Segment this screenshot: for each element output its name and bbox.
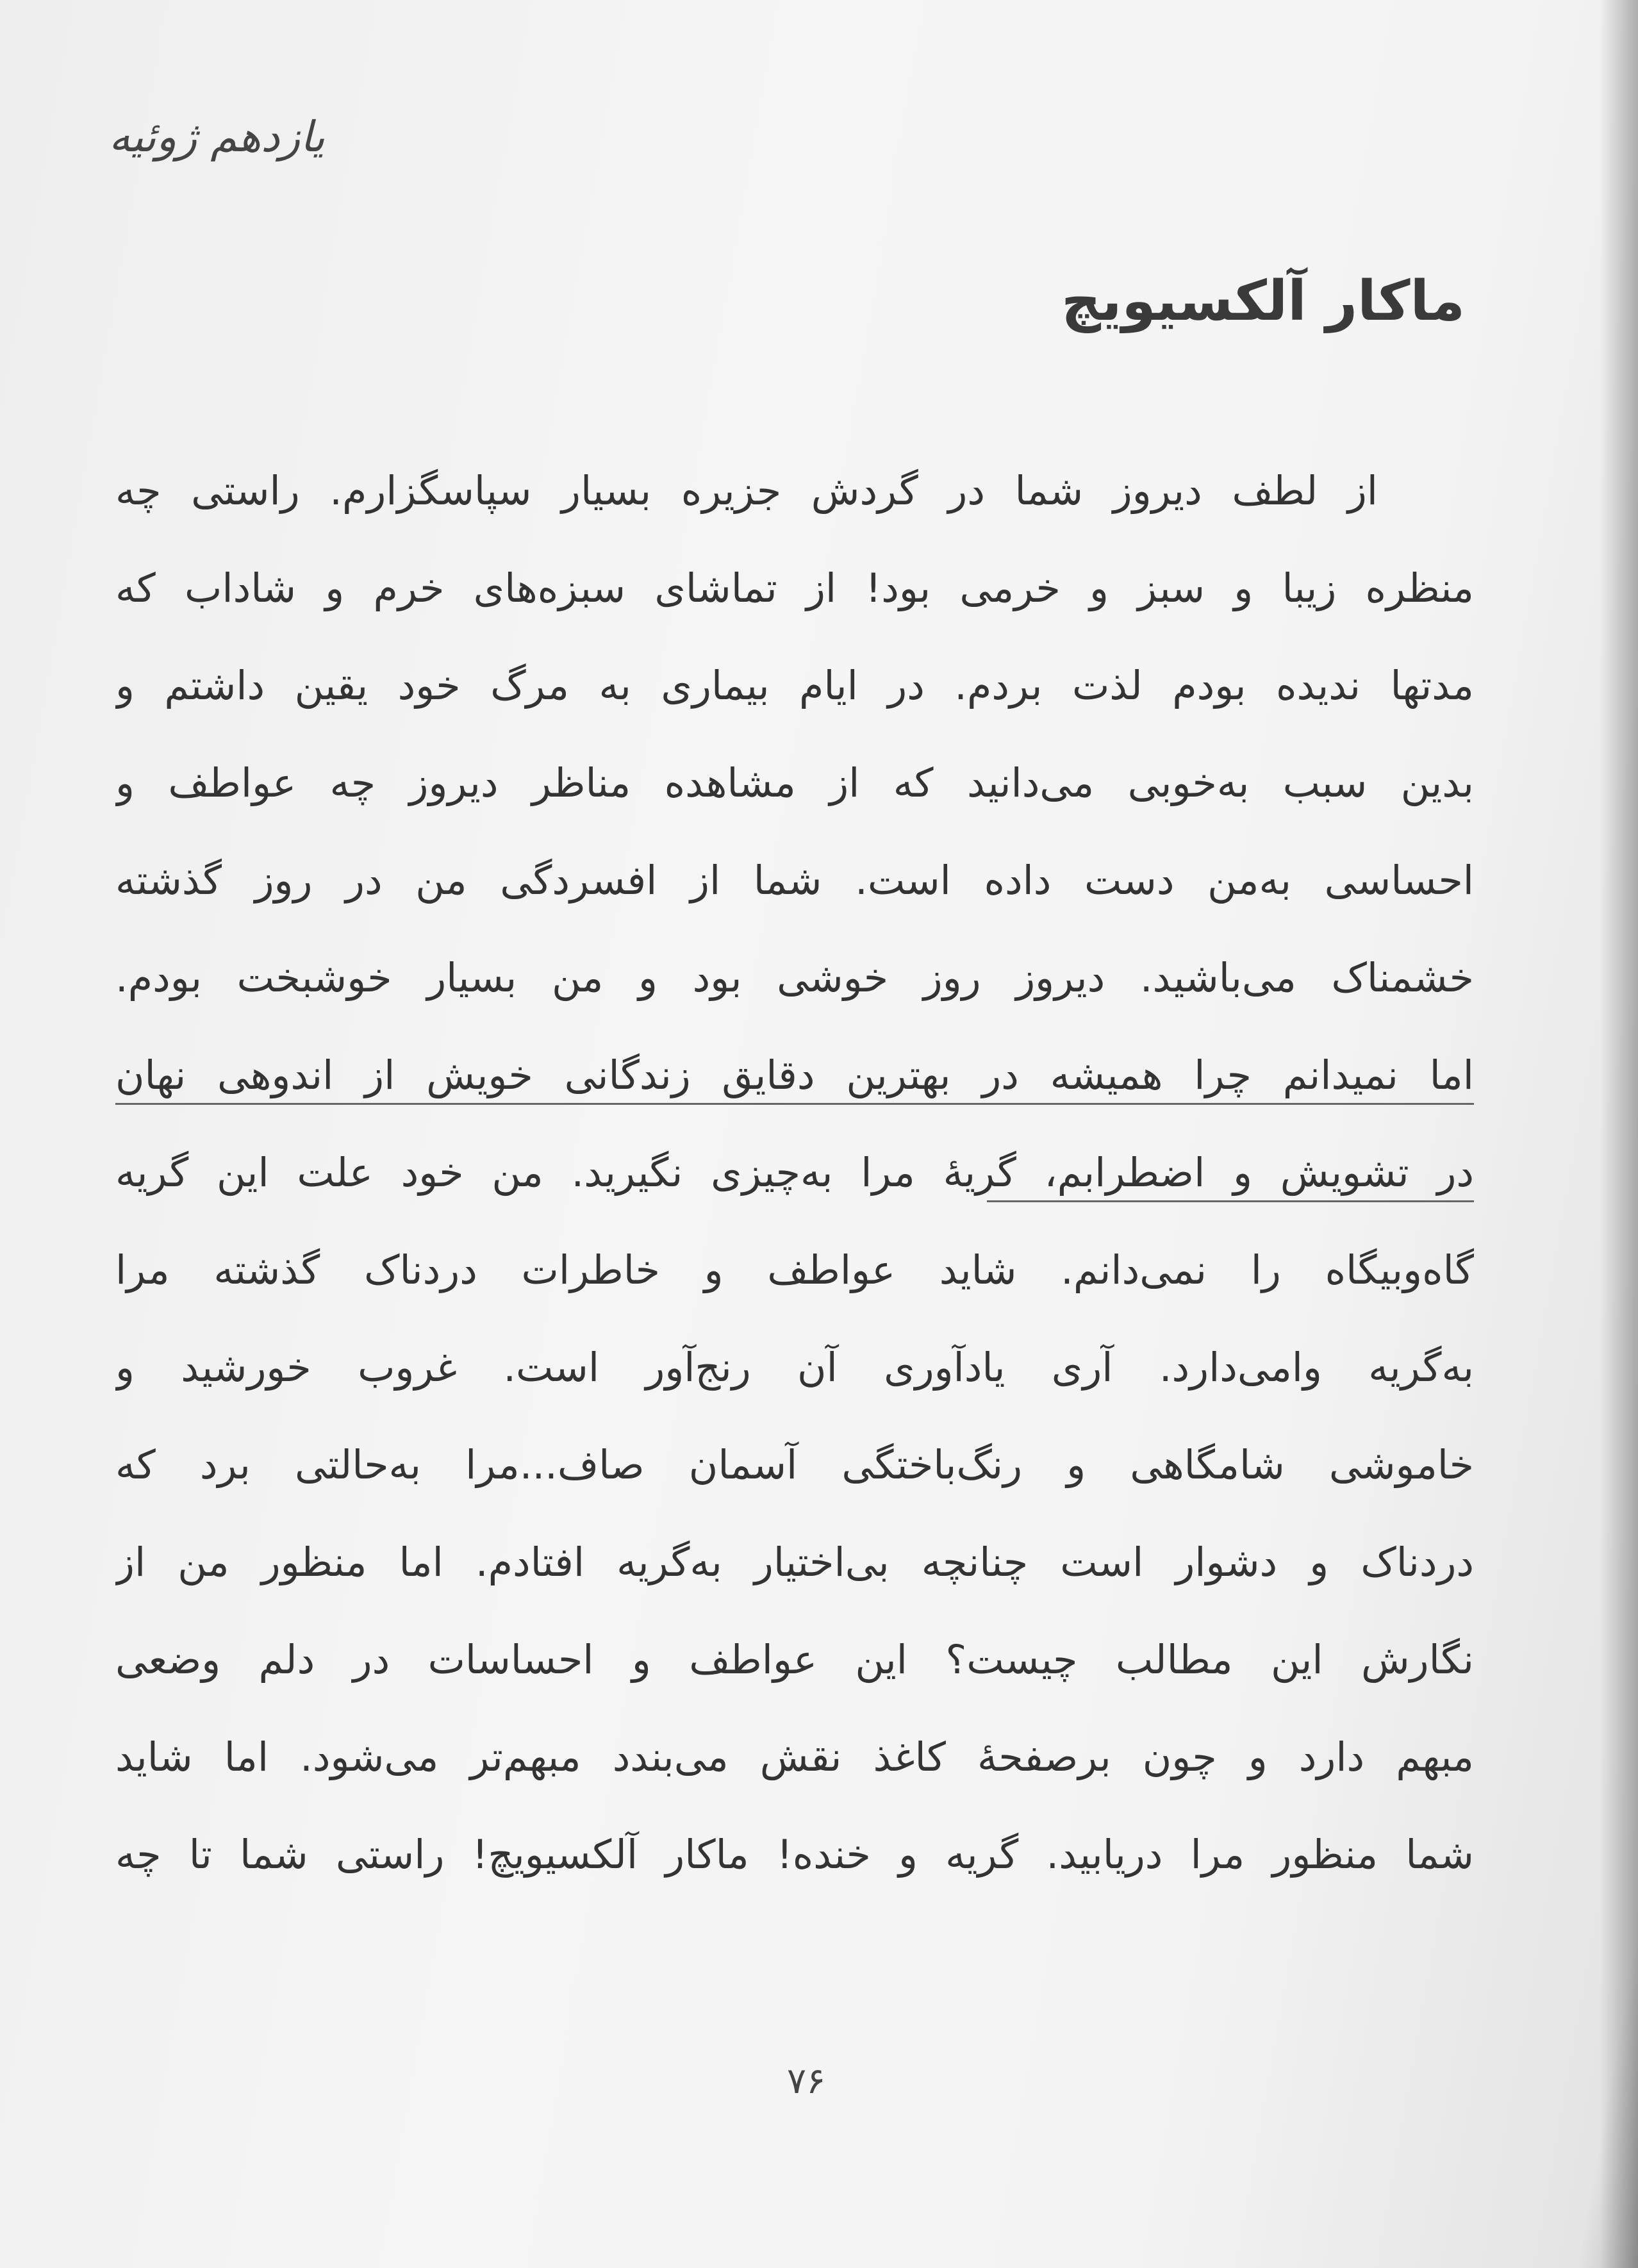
text-line: منظره زیبا و سبز و خرمی بود! از تماشای سبزه‌های خرم و شاداب که bbox=[115, 565, 1474, 611]
page-edge-shadow bbox=[1600, 0, 1638, 2268]
page-number: ۷۶ bbox=[787, 2060, 826, 2102]
text-line: به‌گریه وامی‌دارد. آری یادآوری آن رنج‌آور است. غروب خورشید و bbox=[115, 1344, 1474, 1391]
pencil-underline bbox=[115, 1103, 1474, 1105]
text-line: گاه‌وبیگاه را نمی‌دانم. شاید عواطف و خاطرات دردناک گذشته مرا bbox=[115, 1246, 1474, 1293]
text-line: مبهم دارد و چون برصفحهٔ کاغذ نقش می‌بندد مبهم‌تر می‌شود. اما شاید bbox=[115, 1734, 1474, 1780]
chapter-title: ماکار آلکسیویچ bbox=[1061, 269, 1465, 333]
text-line: شما منظور مرا دریابید. گریه و خنده! ماکار آلکسیویچ! راستی شما تا چه bbox=[115, 1831, 1474, 1878]
text-line-content: اما نمیدانم چرا همیشه در بهترین دقایق زندگانی خویش از اندوهی نهان bbox=[115, 1052, 1474, 1098]
text-line: مدتها ندیده بودم لذت بردم. در ایام بیماری به مرگ خود یقین داشتم و bbox=[115, 662, 1474, 709]
underlined-text-line bbox=[115, 1124, 1474, 1221]
pencil-underline bbox=[987, 1200, 1474, 1202]
text-line-content: در تشویش و اضطرابم، گریهٔ مرا به‌چیزی نگیرید. من خود علت این گریه bbox=[115, 1149, 1474, 1196]
text-line: احساسی به‌من دست داده است. شما از افسردگی من در روز گذشته bbox=[115, 857, 1474, 904]
text-line: خشمناک می‌باشید. دیروز روز خوشی بود و من بسیار خوشبخت بودم. bbox=[115, 954, 1474, 1001]
running-head: یازدهم ژوئیه bbox=[109, 112, 325, 161]
text-line: از لطف دیروز شما در گردش جزیره بسیار سپاسگزارم. راستی چه bbox=[115, 467, 1378, 514]
text-line: دردناک و دشوار است چنانچه بی‌اختیار به‌گریه افتادم. اما منظور من از bbox=[115, 1539, 1474, 1585]
text-line: خاموشی شامگاهی و رنگ‌باختگی آسمان صاف...مرا به‌حالتی برد که bbox=[115, 1441, 1474, 1488]
underlined-text-line bbox=[115, 1027, 1474, 1124]
text-line: بدین سبب به‌خوبی می‌دانید که از مشاهده مناظر دیروز چه عواطف و bbox=[115, 759, 1474, 806]
text-line: نگارش این مطالب چیست؟ این عواطف و احساسات در دلم وضعی bbox=[115, 1636, 1474, 1683]
body-text bbox=[115, 442, 1474, 1903]
